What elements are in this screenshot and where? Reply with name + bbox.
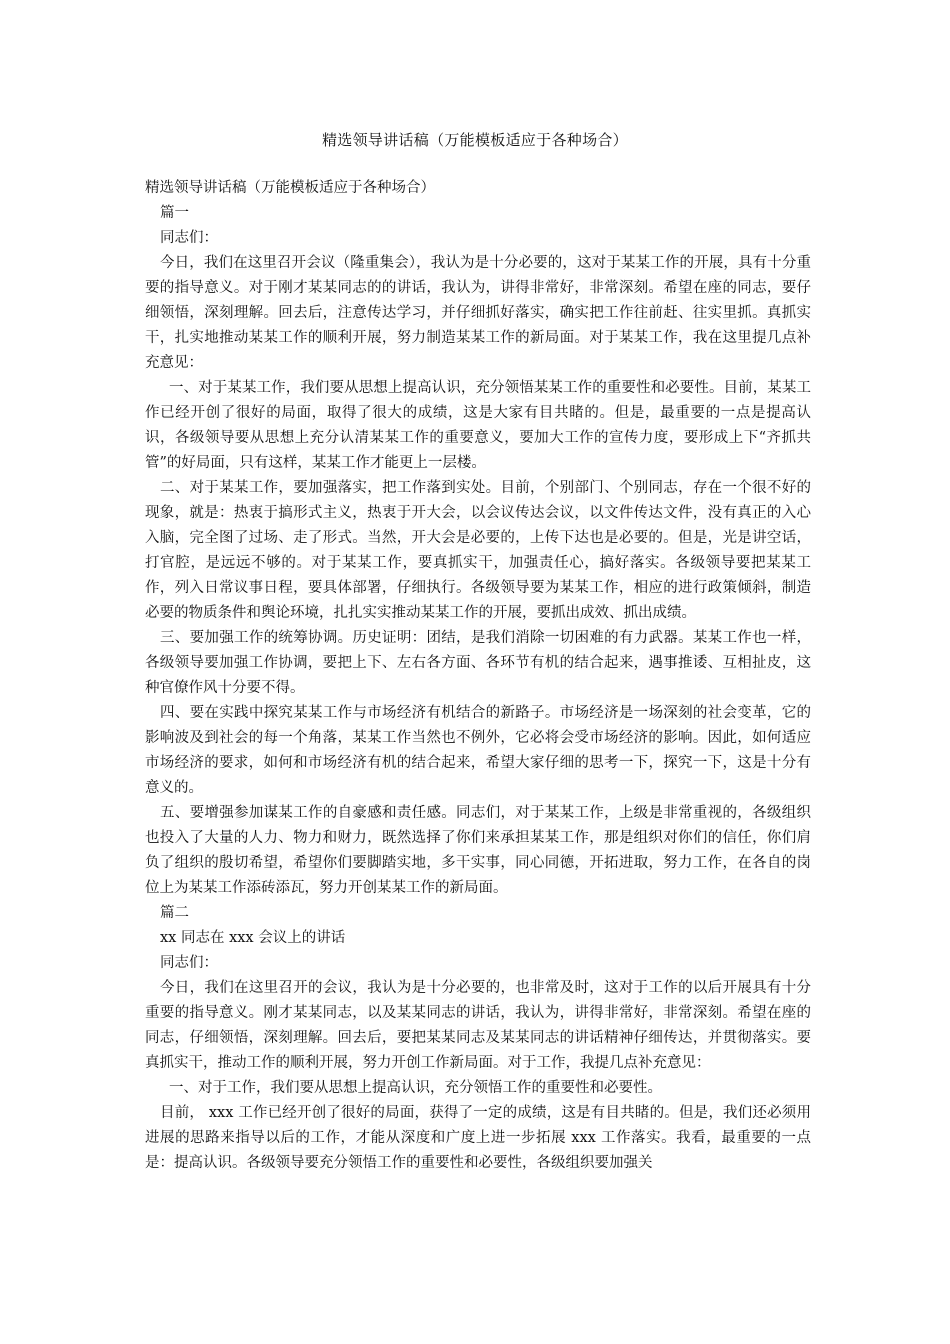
paragraph: 三、要加强工作的统筹协调。历史证明：团结，是我们消除一切困难的有力武器。某某工作也一样，各级领导要加强工作协调，要把上下、左右各方面、各环节有机的结合起来，遇事推诿、互相扯皮，这种官僚作风十分要不得。 (145, 630, 811, 696)
document-body (145, 176, 811, 1176)
salutation: 同志们： (160, 230, 218, 246)
speech-subtitle: xx 同志在 xxx 会议上的讲话 (160, 930, 346, 946)
paragraph: 目前， xxx 工作已经开创了很好的局面，获得了一定的成绩，这是有目共睹的。但是，我们还必须用进展的思路来指导以后的工作，才能从深度和广度上进一步拓展 xxx 工作落实。我看，最重要的一点是：提高认识。各级领导要充分领悟工作的重要性和必要性，各级组织要加强关 (145, 1105, 811, 1171)
body-heading: 精选领导讲话稿（万能模板适应于各种场合） (145, 180, 435, 196)
document-title: 精选领导讲话稿（万能模板适应于各种场合） (321, 131, 628, 149)
paragraph: 一、对于某某工作，我们要从思想上提高认识，充分领悟某某工作的重要性和必要性。目前，某某工作已经开创了很好的局面，取得了很大的成绩，这是大家有目共睹的。但是，最重要的一点是提高认识，各级领导要从思想上充分认清某某工作的重要意义，要加大工作的宣传力度，要形成上下“齐抓共管”的好局面，只有这样，某某工作才能更上一层楼。 (145, 380, 811, 471)
paragraph: 一、对于工作，我们要从思想上提高认识，充分领悟工作的重要性和必要性。 (169, 1080, 662, 1096)
paragraph: 今日，我们在这里召开的会议，我认为是十分必要的，也非常及时，这对于工作的以后开展具有十分重要的指导意义。刚才某某同志，以及某某同志的讲话，我认为，讲得非常好，非常深刻。希望在座的同志，仔细领悟，深刻理解。回去后，要把某某同志及某某同志的讲话精神仔细传达，并贯彻落实。要真抓实干，推动工作的顺利开展，努力开创工作新局面。对于工作，我提几点补充意见： (145, 980, 811, 1071)
section-label-2: 篇二 (160, 905, 189, 921)
paragraph: 五、要增强参加谋某工作的自豪感和责任感。同志们，对于某某工作，上级是非常重视的，各级组织也投入了大量的人力、物力和财力，既然选择了你们来承担某某工作，那是组织对你们的信任，你们肩负了组织的殷切希望，希望你们要脚踏实地，多干实事，同心同德，开拓进取，努力工作，在各自的岗位上为某某工作添砖添瓦，努力开创某某工作的新局面。 (145, 805, 811, 896)
paragraph: 四、要在实践中探究某某工作与市场经济有机结合的新路子。市场经济是一场深刻的社会变革，它的影响波及到社会的每一个角落，某某工作当然也不例外，它必将会受市场经济的影响。因此，如何适应市场经济的要求，如何和市场经济有机的结合起来，希望大家仔细的思考一下，探究一下，这是十分有意义的。 (145, 705, 811, 796)
paragraph: 今日，我们在这里召开会议（隆重集会），我认为是十分必要的，这对于某某工作的开展，具有十分重要的指导意义。对于刚才某某同志的的讲话，我认为，讲得非常好，非常深刻。希望在座的同志，要仔细领悟，深刻理解。回去后，注意传达学习，并仔细抓好落实，确实把工作往前赶、往实里抓。真抓实干，扎实地推动某某工作的顺利开展，努力制造某某工作的新局面。对于某某工作，我在这里提几点补充意见： (145, 255, 811, 371)
section-label-1: 篇一 (160, 205, 189, 221)
paragraph: 二、对于某某工作，要加强落实，把工作落到实处。目前，个别部门、个别同志，存在一个很不好的现象，就是：热衷于搞形式主义，热衷于开大会，以会议传达会议，以文件传达文件，没有真正的入心入脑，完全图了过场、走了形式。当然，开大会是必要的，上传下达也是必要的。但是，光是讲空话，打官腔，是远远不够的。对于某某工作，要真抓实干，加强责任心，搞好落实。各级领导要把某某工作，列入日常议事日程，要具体部署，仔细执行。各级领导要为某某工作，相应的进行政策倾斜，制造必要的物质条件和舆论环境，扎扎实实推动某某工作的开展，要抓出成效、抓出成绩。 (145, 480, 811, 621)
salutation: 同志们： (160, 955, 218, 971)
